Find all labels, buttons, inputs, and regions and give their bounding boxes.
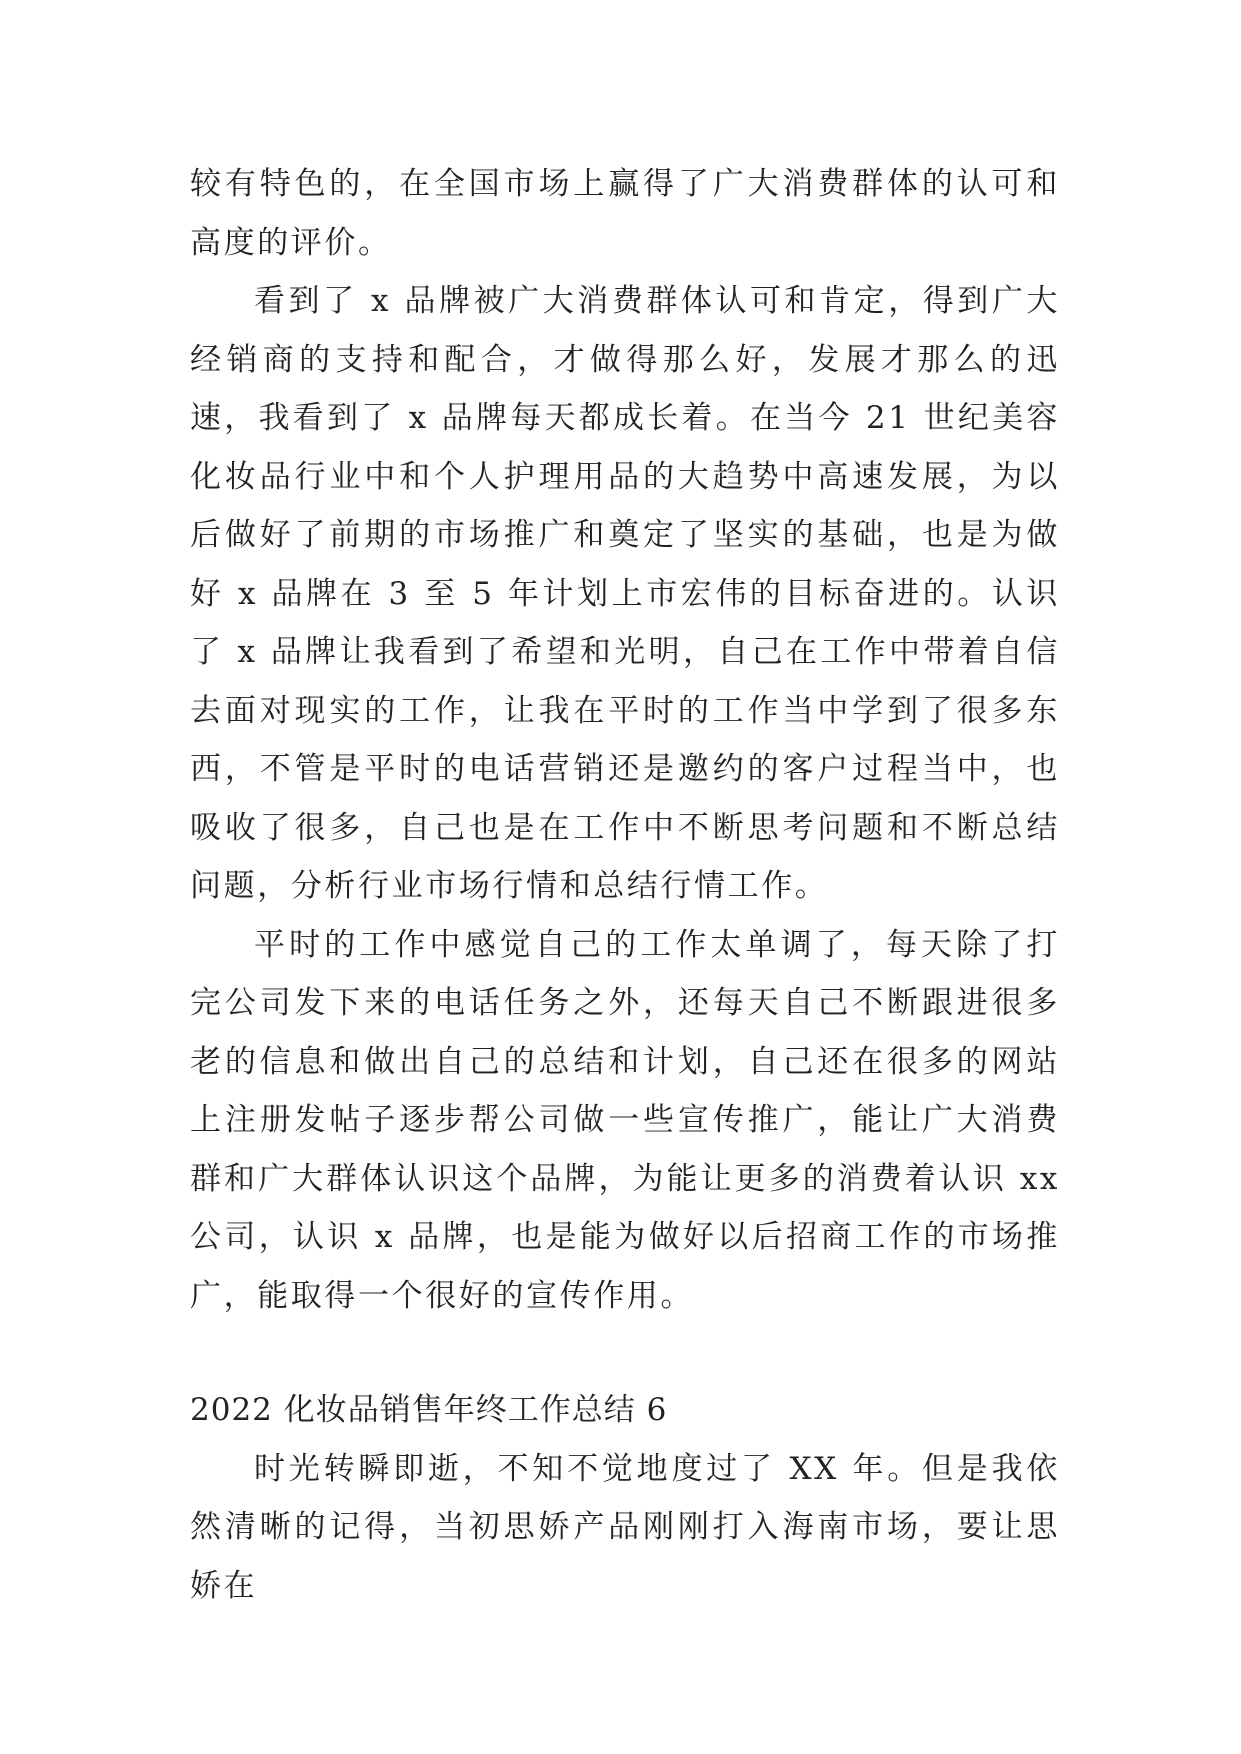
paragraph-continued: 较有特色的，在全国市场上赢得了广大消费群体的认可和高度的评价。 xyxy=(190,166,1060,261)
paragraph-brand-recognition: 看到了 x 品牌被广大消费群体认可和肯定，得到广大经销商的支持和配合，才做得那么好，发展才那么的迅速，我看到了 x 品牌每天都成长着。在当今 21 世纪美容化妆品行业中和个人护理用品的大趋势中高速发展，为以后做好了前期的市场推广和奠定了坚实的基础，也是为做好 x 品牌在 3 至 5 年计划上市宏伟的目标奋进的。认识了 x 品牌让我看到了希望和光明，自己在工作中带着自信去面对现实的工作，让我在平时的工作当中学到了很多东西，不管是平时的电话营销还是邀约的客户过程当中，也吸收了很多，自己也是在工作中不断思考问题和不断总结问题，分析行业市场行情和总结行情工作。 xyxy=(190,283,1060,904)
paragraph-daily-work: 平时的工作中感觉自己的工作太单调了，每天除了打完公司发下来的电话任务之外，还每天自己不断跟进很多老的信息和做出自己的总结和计划，自己还在很多的网站上注册发帖子逐步帮公司做一些宣传推广，能让广大消费群和广大群体认识这个品牌，为能让更多的消费着认识 xx 公司，认识 x 品牌，也是能为做好以后招商工作的市场推广，能取得一个很好的宣传作用。 xyxy=(190,926,1060,1314)
section-heading: 2022 化妆品销售年终工作总结 6 xyxy=(190,1392,668,1428)
document-body xyxy=(190,155,1060,1615)
paragraph-section-intro: 时光转瞬即逝，不知不觉地度过了 XX 年。但是我依然清晰的记得，当初思娇产品刚刚打入海南市场，要让思娇在 xyxy=(190,1450,1060,1604)
